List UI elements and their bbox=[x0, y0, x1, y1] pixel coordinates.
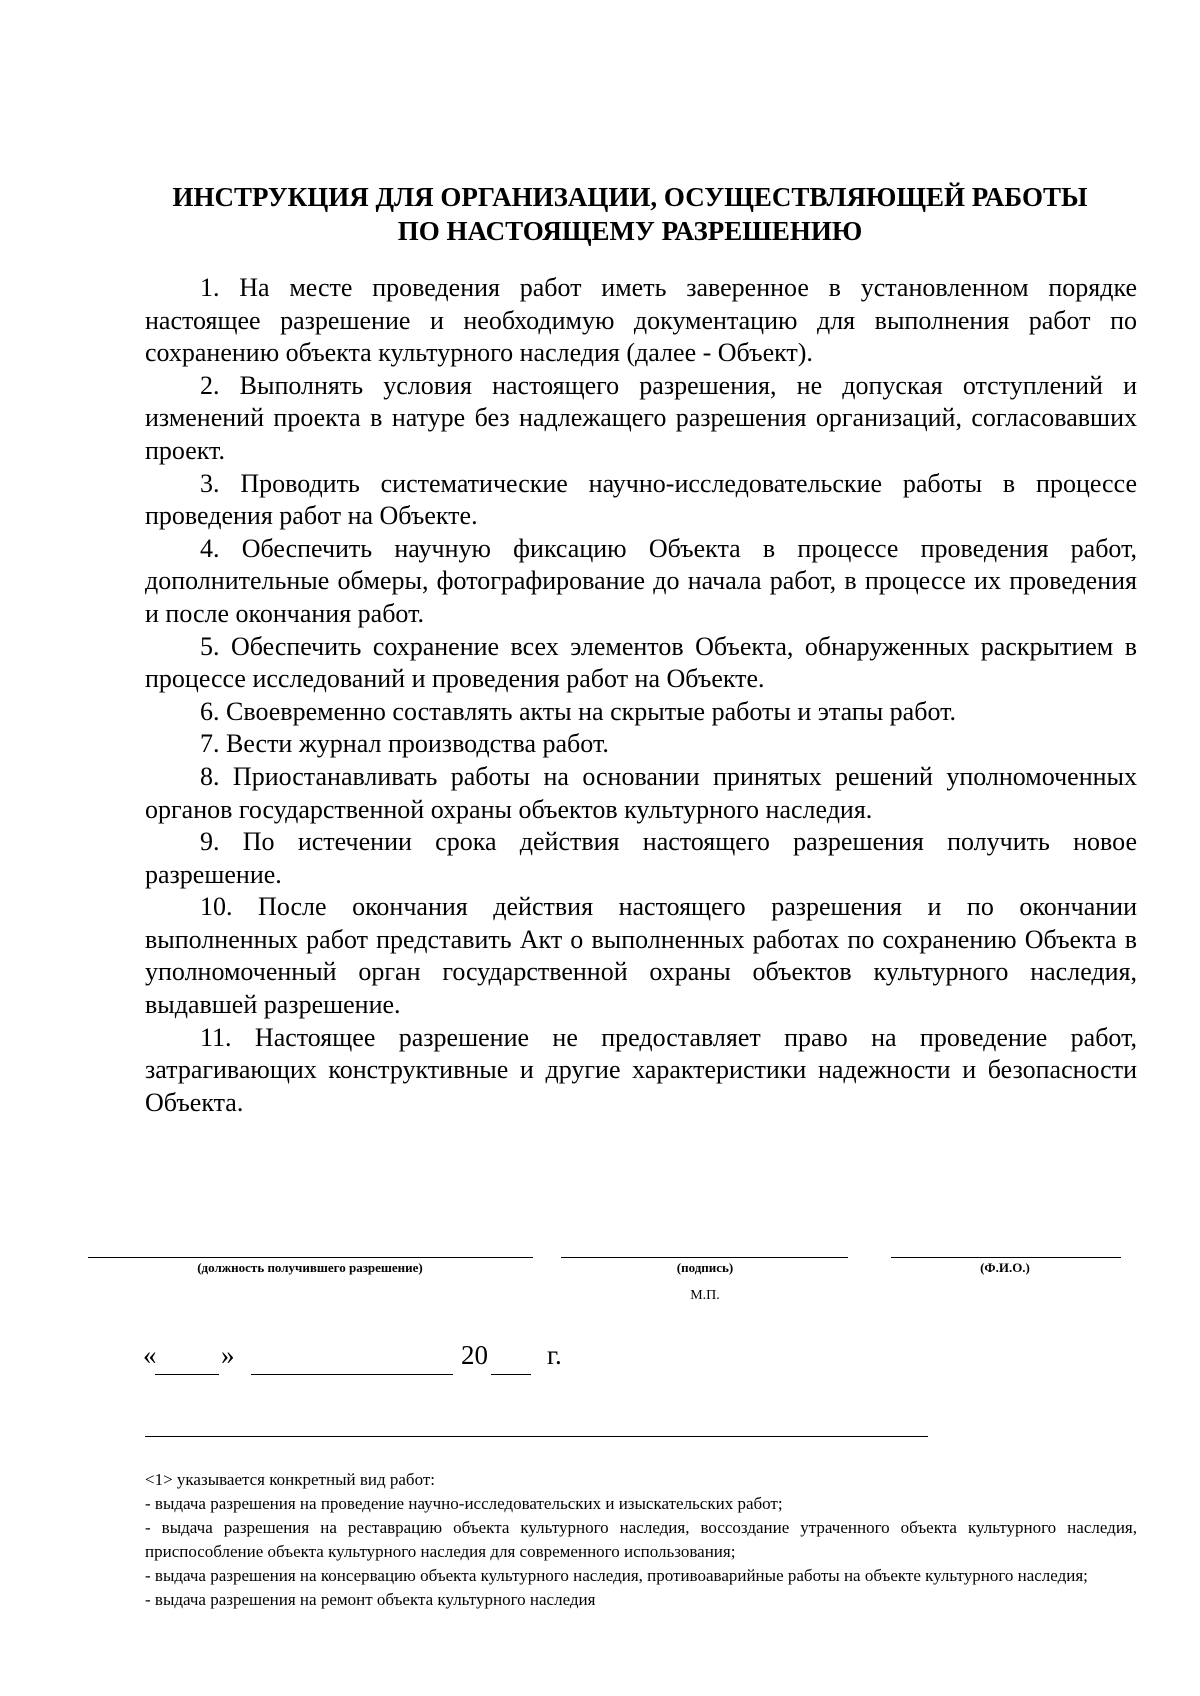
instruction-item-7: 7. Вести журнал производства работ. bbox=[200, 729, 609, 759]
document-title bbox=[140, 180, 1120, 248]
day-blank-line bbox=[155, 1374, 219, 1375]
signature-line bbox=[561, 1257, 848, 1258]
instruction-item-6: 6. Своевременно составлять акты на скрытые работы и этапы работ. bbox=[200, 696, 957, 726]
signature-caption: (подпись) bbox=[676, 1260, 734, 1275]
instruction-item-3: 3. Проводить систематические научно-исследовательские работы в процессе проведения работ на Объекте. bbox=[145, 468, 1137, 531]
instruction-item-2: 2. Выполнять условия настоящего разрешения, не допуская отступлений и изменений проекта в натуре без надлежащего разрешения организаций, согласовавших проект. bbox=[145, 370, 1137, 465]
footnotes bbox=[145, 1468, 1137, 1612]
name-caption: (Ф.И.О.) bbox=[980, 1260, 1030, 1275]
position-caption: (должность получившего разрешение) bbox=[197, 1260, 423, 1275]
footnote-line-2: - выдача разрешения на проведение научно-исследовательских и изыскательских работ; bbox=[145, 1494, 783, 1513]
title-line-1: ИНСТРУКЦИЯ ДЛЯ ОРГАНИЗАЦИИ, ОСУЩЕСТВЛЯЮЩЕЙ РАБОТЫ bbox=[172, 182, 1088, 212]
instruction-item-9: 9. По истечении срока действия настоящего разрешения получить новое разрешение. bbox=[145, 827, 1137, 889]
instruction-item-5: 5. Обеспечить сохранение всех элементов Объекта, обнаруженных раскрытием в процессе исследований и проведения работ на Объекте. bbox=[145, 631, 1137, 694]
footnote-line-4: - выдача разрешения на консервацию объекта культурного наследия, противоаварийные работы на объекте культурного наследия; bbox=[145, 1566, 1088, 1585]
instruction-item-11: 11. Настоящее разрешение не предоставляет право на проведение работ, затрагивающих конструктивные и другие характеристики надежности и безопасности Объекта. bbox=[145, 1022, 1137, 1117]
footnote-line-5: - выдача разрешения на ремонт объекта культурного наследия bbox=[145, 1590, 596, 1609]
footnote-line-3: - выдача разрешения на реставрацию объекта культурного наследия, воссоздание утраченного объекта культурного наследия, приспособление объекта культурного наследия для современного использования; bbox=[145, 1518, 1137, 1561]
year-prefix: 20 bbox=[461, 1340, 488, 1370]
date-row bbox=[143, 1340, 703, 1380]
month-blank-line bbox=[251, 1374, 453, 1375]
instruction-item-8: 8. Приостанавливать работы на основании принятых решений уполномоченных органов государственной охраны объектов культурного наследия. bbox=[145, 761, 1137, 824]
stamp-placeholder: М.П. bbox=[690, 1288, 720, 1303]
instruction-item-10: 10. После окончания действия настоящего разрешения и по окончании выполненных работ представить Акт о выполненных работах по сохранению Объекта в уполномоченный орган государственной охраны объектов культурного наследия, выдавшей разрешение. bbox=[145, 892, 1137, 1020]
instruction-list bbox=[145, 272, 1137, 1119]
date-close-quote: » bbox=[221, 1340, 235, 1370]
footnote-separator bbox=[145, 1436, 928, 1437]
year-suffix: г. bbox=[547, 1340, 562, 1370]
footnote-line-1: <1> указывается конкретный вид работ: bbox=[145, 1470, 435, 1489]
title-line-2: ПО НАСТОЯЩЕМУ РАЗРЕШЕНИЮ bbox=[397, 216, 863, 246]
year-blank-line bbox=[491, 1374, 531, 1375]
position-signature-line bbox=[88, 1257, 533, 1258]
name-signature-line bbox=[891, 1257, 1121, 1258]
date-open-quote: « bbox=[143, 1340, 157, 1370]
instruction-item-4: 4. Обеспечить научную фиксацию Объекта в процессе проведения работ, дополнительные обмеры, фотографирование до начала работ, в процессе их проведения и после окончания работ. bbox=[145, 533, 1137, 628]
instruction-item-1: 1. На месте проведения работ иметь заверенное в установленном порядке настоящее разрешение и необходимую документацию для выполнения работ по сохранению объекта культурного наследия (далее - Объект). bbox=[145, 273, 1137, 368]
